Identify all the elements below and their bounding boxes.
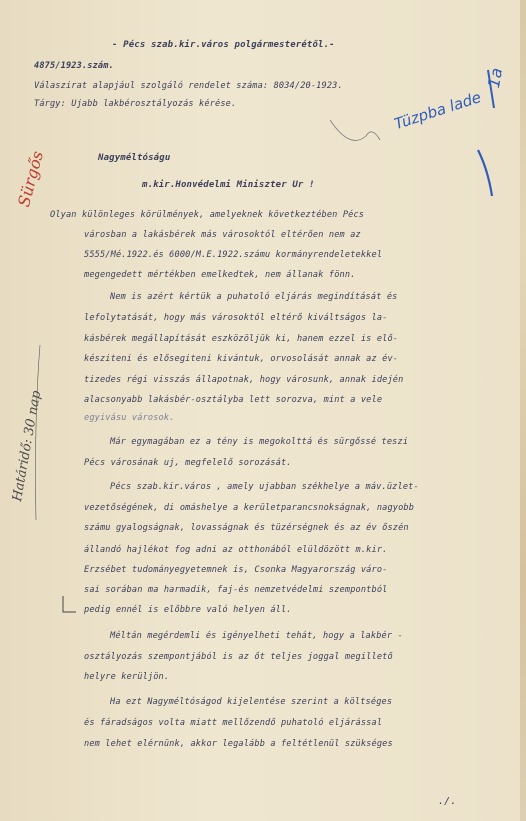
body-line: késziteni és elősegiteni kivántuk, orvosolását annak az év- — [84, 354, 399, 364]
body-line: Erzsébet tudományegyetemnek is, Csonka Magyarország váro- — [84, 565, 388, 575]
body-line: Pécs szab.kir.város , amely ujabban székhelye a máv.üzlet- — [110, 482, 419, 492]
subject-line: Tárgy: Ujabb lakbérosztályozás kérése. — [34, 99, 237, 109]
continuation-mark: ./. — [438, 796, 457, 807]
salutation-title: Nagyméltóságu — [98, 153, 171, 163]
body-line: Méltán megérdemli és igényelheti tehát, hogy a lakbér - — [110, 631, 403, 641]
faint-pencil-scribble — [330, 120, 380, 140]
body-line: számu gyalogságnak, lovasságnak és tüzérségnek és az év őszén — [84, 523, 409, 533]
body-line: vezetőségének, di omáshelye a kerületparancsnokságnak, nagyobb — [84, 503, 415, 513]
body-line: osztályozás szempontjából is az őt teljes joggal megillető — [84, 652, 393, 662]
body-line: állandó hajlékot fog adni az otthonából elüldözött m.kir. — [84, 545, 388, 555]
blue-pencil-stroke — [488, 70, 494, 108]
letterhead: - Pécs szab.kir.város polgármesterétől.- — [112, 40, 335, 50]
body-line: 5555/Mé.1922.és 6000/M.E.1922.számu kormányrendeletekkel — [84, 250, 383, 260]
body-line: egyivásu városok. — [84, 413, 175, 423]
red-pencil-signature: Sürgős — [14, 148, 48, 209]
reply-basis-line: Válaszirat alapjául szolgáló rendelet száma: 8034/20-1923. — [34, 81, 343, 91]
body-line: Pécs városának uj, megfelelő sorozását. — [84, 458, 292, 468]
body-line: Olyan különleges körülmények, amelyeknek következtében Pécs — [50, 210, 365, 220]
blue-pencil-note: Tüzpba lade — [392, 88, 484, 134]
body-line: pedig ennél is előbbre való helyen áll. — [84, 605, 292, 615]
body-line: városban a lakásbérek más városoktól eltérően nem az — [84, 230, 361, 240]
body-line: megengedett mértékben emelkedtek, nem állanak fönn. — [84, 270, 356, 280]
body-line: helyre kerüljön. — [84, 672, 170, 682]
body-line: lefolytatását, hogy más városoktól eltérő kiváltságos la- — [84, 313, 388, 323]
body-line: nem lehet elérnünk, akkor legalább a feltétlenül szükséges — [84, 739, 393, 749]
margin-pencil-line — [36, 345, 41, 520]
body-line: tizedes régi visszás állapotnak, hogy városunk, annak idején — [84, 375, 404, 385]
body-line: sai sorában ma harmadik, faj-és nemzetvédelmi szempontból — [84, 585, 388, 595]
blue-pencil-stroke — [478, 150, 492, 196]
body-line: Már egymagában ez a tény is megokolttá és sürgőssé teszi — [110, 437, 409, 447]
body-line: Nem is azért kértük a puhatoló eljárás megindítását és — [110, 292, 398, 302]
blue-corner-note: 1a — [484, 66, 507, 90]
margin-bracket — [63, 596, 76, 612]
body-line: Ha ezt Nagyméltóságod kijelentése szerint a költséges — [110, 697, 393, 707]
body-line: kásbérek megállapítását eszközöljük ki, hanem ezzel is elő- — [84, 334, 399, 344]
salutation-addressee: m.kir.Honvédelmi Miniszter Ur ! — [142, 180, 315, 190]
body-line: és fáradságos volta miatt mellőzendő puhatoló eljárással — [84, 718, 383, 728]
reference-number: 4875/1923.szám. — [34, 61, 114, 71]
pencil-margin-note: Határidő: 30 nap — [10, 389, 45, 503]
body-line: alacsonyabb lakásbér-osztályba lett sorozva, mint a vele — [84, 395, 383, 405]
